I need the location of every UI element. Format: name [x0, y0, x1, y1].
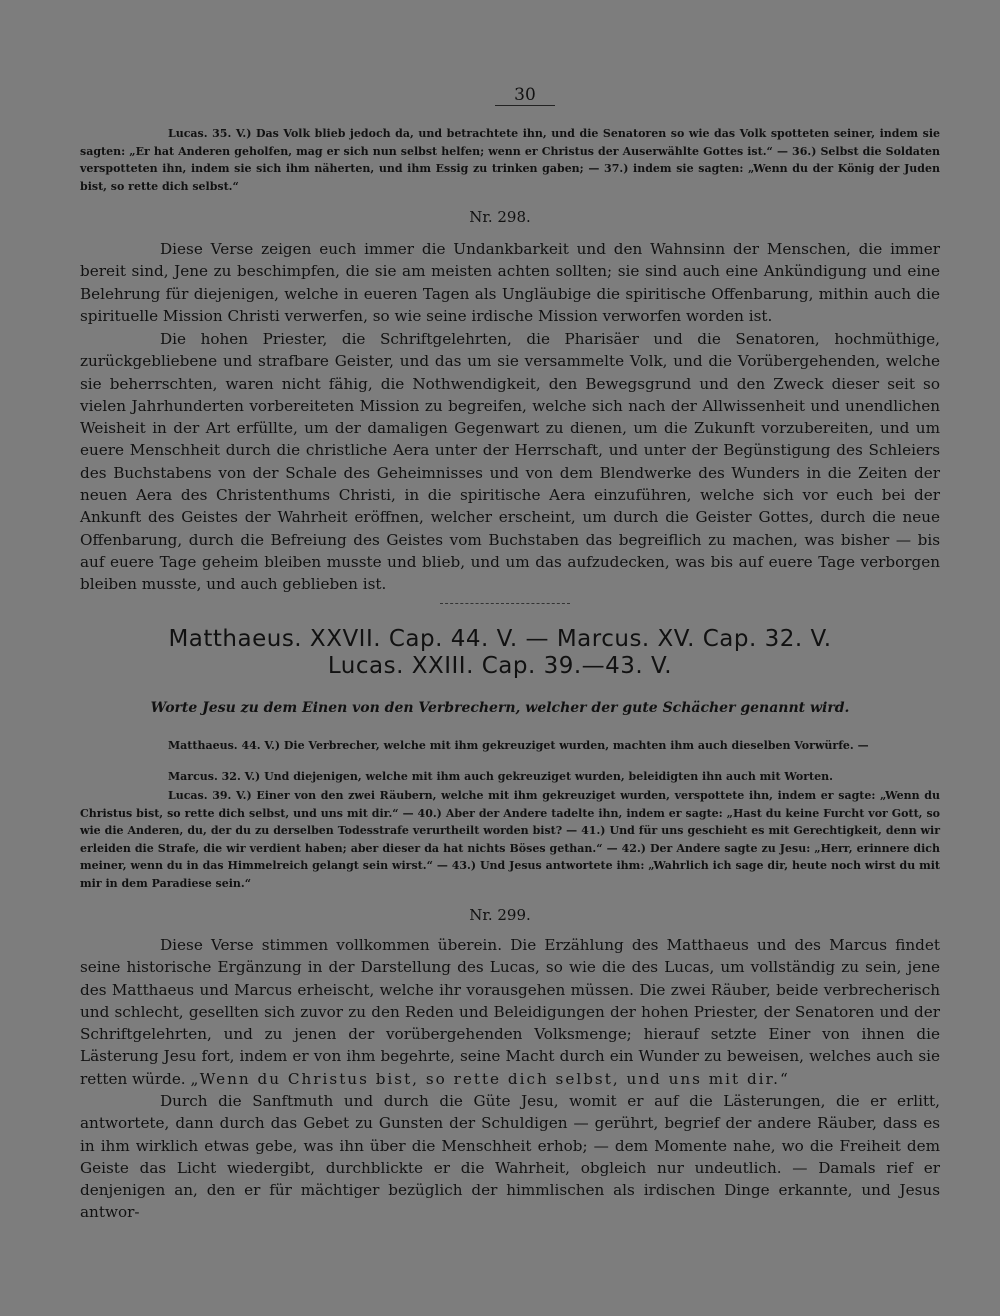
section-299-paragraph-1-text: Diese Verse stimmen vollkommen überein. Die Erzählung des Matthaeus und des Marcus findet seine historische Ergänzung in der Darstellung des Lucas, so wie die des Lucas, um vollständig zu sein, jene des Matthaeus und Marcus erheischt, welche ihr vorausgehen müssen. Die zwei Räuber, beide verbrecherisch und schlecht, gesellten sich zuvor zu den Reden und Beleidigungen der hohen Priester, der Senatoren und der Schriftgelehrten, und zu jenen der vorübergehenden Volksmenge; hierauf setzte Einer von ihnen die Lästerung Jesu fort, indem er von ihm begehrte, seine Macht durch ein Wunder zu beweisen, welches auch sie retten würde. — [80, 936, 940, 1088]
quote-marcus-32: Marcus. 32. V.) Und diejenigen, welche mit ihm auch gekreuziget wurden, beleidigten ihn auch mit Worten. — [168, 770, 833, 783]
quote-matthaeus-44: Matthaeus. 44. V.) Die Verbrecher, welche mit ihm gekreuziget wurden, machten ihm auch dieselben Vorwürfe. — — [168, 739, 869, 752]
quote-lucas-39-43: Lucas. 39. V.) Einer von den zwei Räubern, welche mit ihm gekreuziget wurden, verspottete ihn, indem er sagte: „Wenn du Christus bist, so rette dich selbst, und uns mit dir.“ — 40.) Aber der Andere tadelte ihn, indem er sagte: „Hast du keine Furcht vor Gott, so wie die Anderen, du, der du zu derselben Todesstrafe verurtheilt worden bist? — 41.) Und für uns geschieht es mit Gerechtigkeit, denn wir erleiden die Strafe, die wir verdient haben; aber dieser da hat nichts Böses gethan.“ — 42.) Der Andere sagte zu Jesu: „Herr, erinnere dich meiner, wenn du in das Himmelreich gelangt sein wirst.“ — 43.) Und Jesus antwortete ihm: „Wahrlich ich sage dir, heute noch wirst du mit mir in dem Paradiese sein.“ — [80, 789, 940, 890]
section-number-298: Nr. 298. — [469, 208, 531, 226]
quote-lucas-35-37: Lucas. 35. V.) Das Volk blieb jedoch da, und betrachtete ihn, und die Senatoren so wie das Volk spotteten seiner, indem sie sagten: „Er hat Anderen geholfen, mag er sich nun selbst helfen; wenn er Christus der Auserwählte Gottes ist.“ — 36.) Selbst die Soldaten verspotteten ihn, indem sie sich ihm näherten, und ihm Essig zu trinken gaben; — 37.) indem sie sagten: „Wenn du der König der Juden bist, so rette dich selbst.“ — [80, 127, 940, 193]
chapter-heading-line-1: Matthaeus. XXVII. Cap. 44. V. — Marcus. XV. Cap. 32. V. — [168, 626, 832, 652]
section-298-paragraph-1: Diese Verse zeigen euch immer die Undankbarkeit und den Wahnsinn der Menschen, die immer bereit sind, Jene zu beschimpfen, die sie am meisten achten sollten; sie sind auch eine Ankündigung und eine Belehrung für diejenigen, welche in eueren Tagen als Ungläubige die spiritische Offenbarung, mithin auch die spirituelle Mission Christi verwerfen, so wie seine irdische Mission verworfen worden ist. — [80, 240, 940, 325]
chapter-subtitle: Worte Jesu zu dem Einen von den Verbrechern, welcher der gute Schächer genannt wird. — [150, 700, 850, 716]
section-number-299: Nr. 299. — [469, 906, 531, 924]
page-number: 30 — [495, 86, 555, 106]
section-298-paragraph-2: Die hohen Priester, die Schriftgelehrten, die Pharisäer und die Senatoren, hochmüthige, zurückgebliebene und strafbare Geister, und das um sie versammelte Volk, und die Vorübergehenden, welche sie beherrschten, waren nicht fähig, die Nothwendigkeit, den Bewegsgrund und den Zweck dieser seit so vielen Jahrhunderten vorbereiteten Mission zu begreifen, welche sich nach der Allwissenheit und unendlichen Weisheit in der Art erfüllte, um der damaligen Gegenwart zu dienen, um die Zukunft vorzubereiten, und um euere Menschheit durch die christliche Aera unter der Herrschaft, und unter der Begünstigung des Schleiers des Buchstabens von der Schale des Geheimnisses und von dem Blendwerke des Wunders in die Zeiten der neuen Aera des Christenthums Christi, in die spiritische Aera einzuführen, welche sich vor euch bei der Ankunft des Geistes der Wahrheit eröffnen, welcher erscheint, um durch die Geister Gottes, durch die neue Offenbarung, durch die Befreiung des Geistes vom Buchstaben das begreiflich zu machen, was bisher — bis auf euere Tage geheim bleiben musste und blieb, und um das aufzudecken, was bis auf euere Tage verborgen bleiben musste, und auch geblieben ist. — [80, 330, 940, 594]
section-299-paragraph-1 — [80, 934, 940, 1090]
chapter-heading-line-2: Lucas. XXIII. Cap. 39.—43. V. — [327, 653, 673, 679]
spaced-quote: „Wenn du Christus bist, so rette dich selbst, und uns mit dir.“ — [190, 1069, 790, 1088]
section-299-paragraph-2: Durch die Sanftmuth und durch die Güte Jesu, womit er auf die Lästerungen, die er erlitt, antwortete, dann durch das Gebet zu Gunsten der Schuldigen — gerührt, begrief der andere Räuber, dass es in ihm wirklich etwas gebe, was ihn über die Menschheit erhob; — dem Momente nahe, wo die Freiheit dem Geiste das Licht wiedergibt, durchblickte er die Wahrheit, obgleich nur undeutlich. — Damals rief er denjenigen an, den er für mächtiger bezüglich der himmlischen als irdischen Dinge erkannte, und Jesus antwor- — [80, 1092, 940, 1222]
section-divider — [440, 603, 570, 604]
